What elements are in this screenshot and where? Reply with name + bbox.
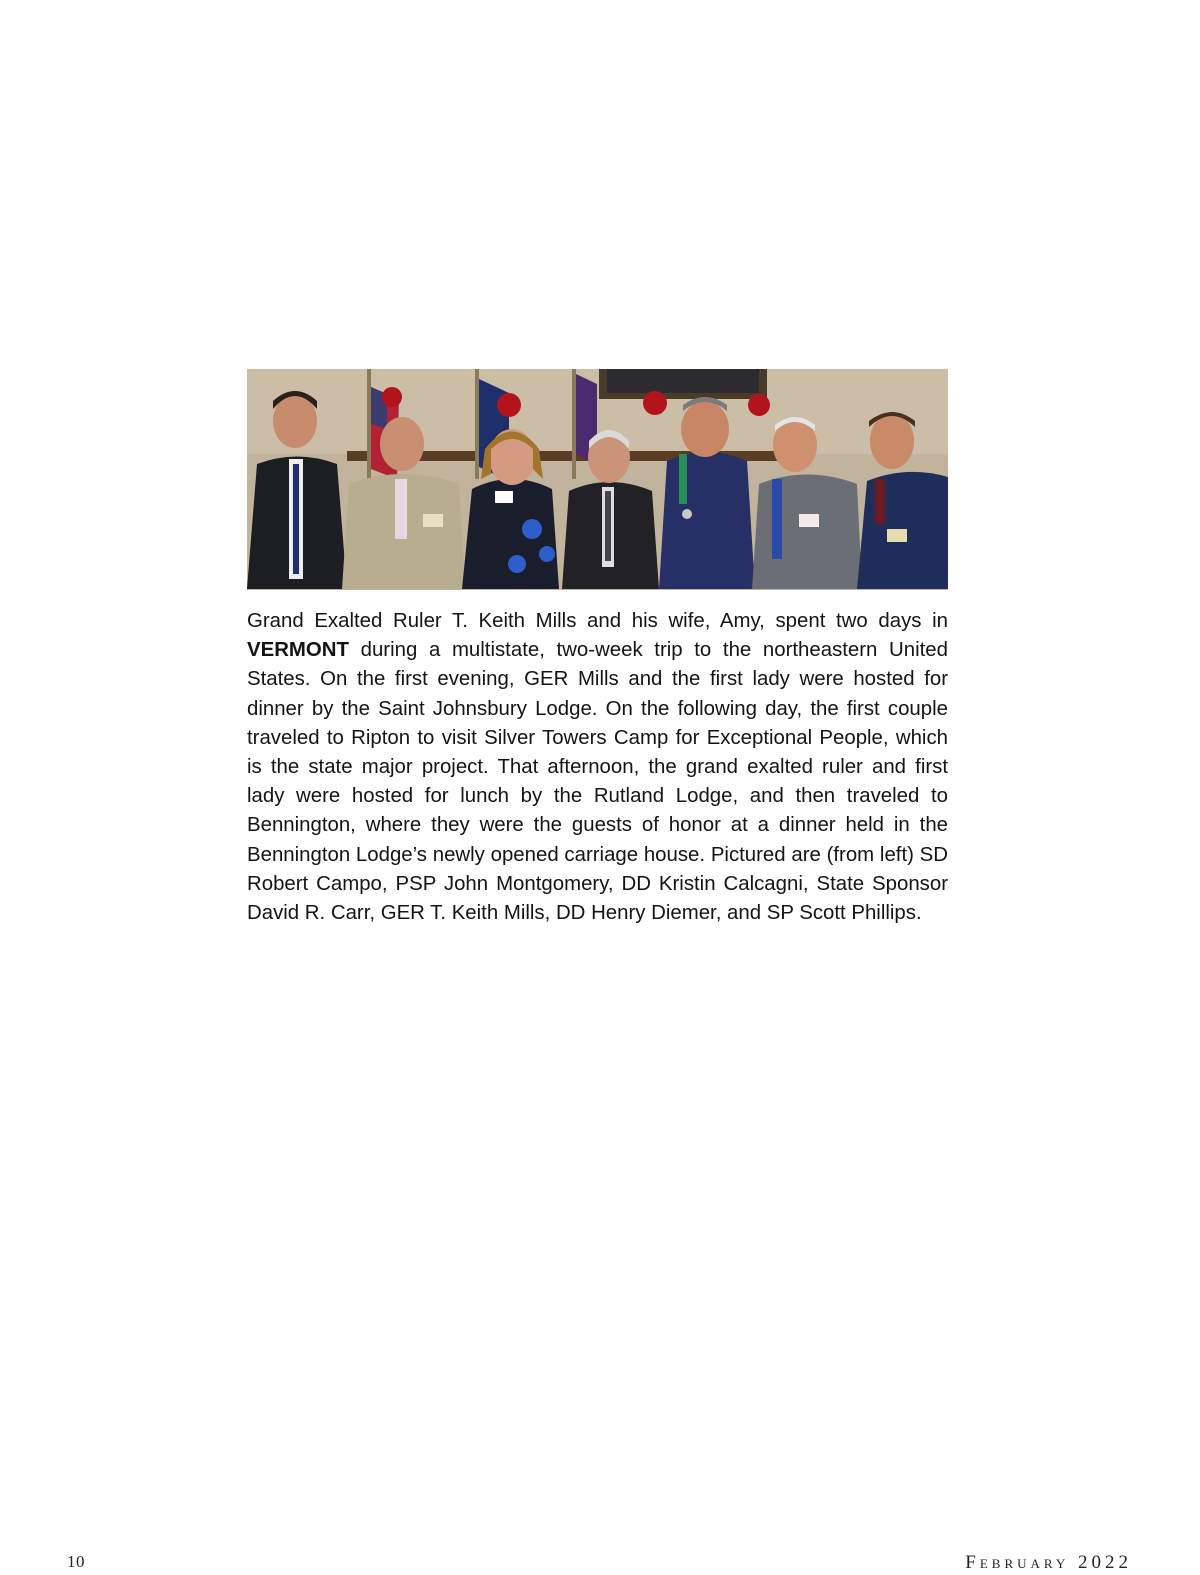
group-photo <box>247 369 948 590</box>
caption-intro: Grand Exalted Ruler T. Keith Mills and his wife, Amy, spent two days in <box>247 610 948 632</box>
group-photo-illustration <box>247 369 948 590</box>
caption-state: VERMONT <box>247 639 349 662</box>
issue-date: February 2022 <box>965 1552 1132 1573</box>
caption-body: during a multistate, two-week trip to the northeastern United States. On the first evening, GER Mills and the first lady were hosted for dinner by the Saint Johnsbury Lodge. On the following day, the first couple traveled to Ripton to visit Silver Towers Camp for Exceptional People, which is the state major project. That afternoon, the grand exalted ruler and first lady were hosted for lunch by the Rutland Lodge, and then traveled to Bennington, where they were the guests of honor at a dinner held in the Bennington Lodge’s newly opened carriage house. Pictured are (from left) SD Robert Campo, PSP John Montgomery, DD Kristin Calcagni, State Sponsor David R. Carr, GER T. Keith Mills, DD Henry Diemer, and SP Scott Phillips. <box>247 639 948 925</box>
page-number: 10 <box>67 1552 85 1571</box>
photo-caption <box>247 607 948 928</box>
